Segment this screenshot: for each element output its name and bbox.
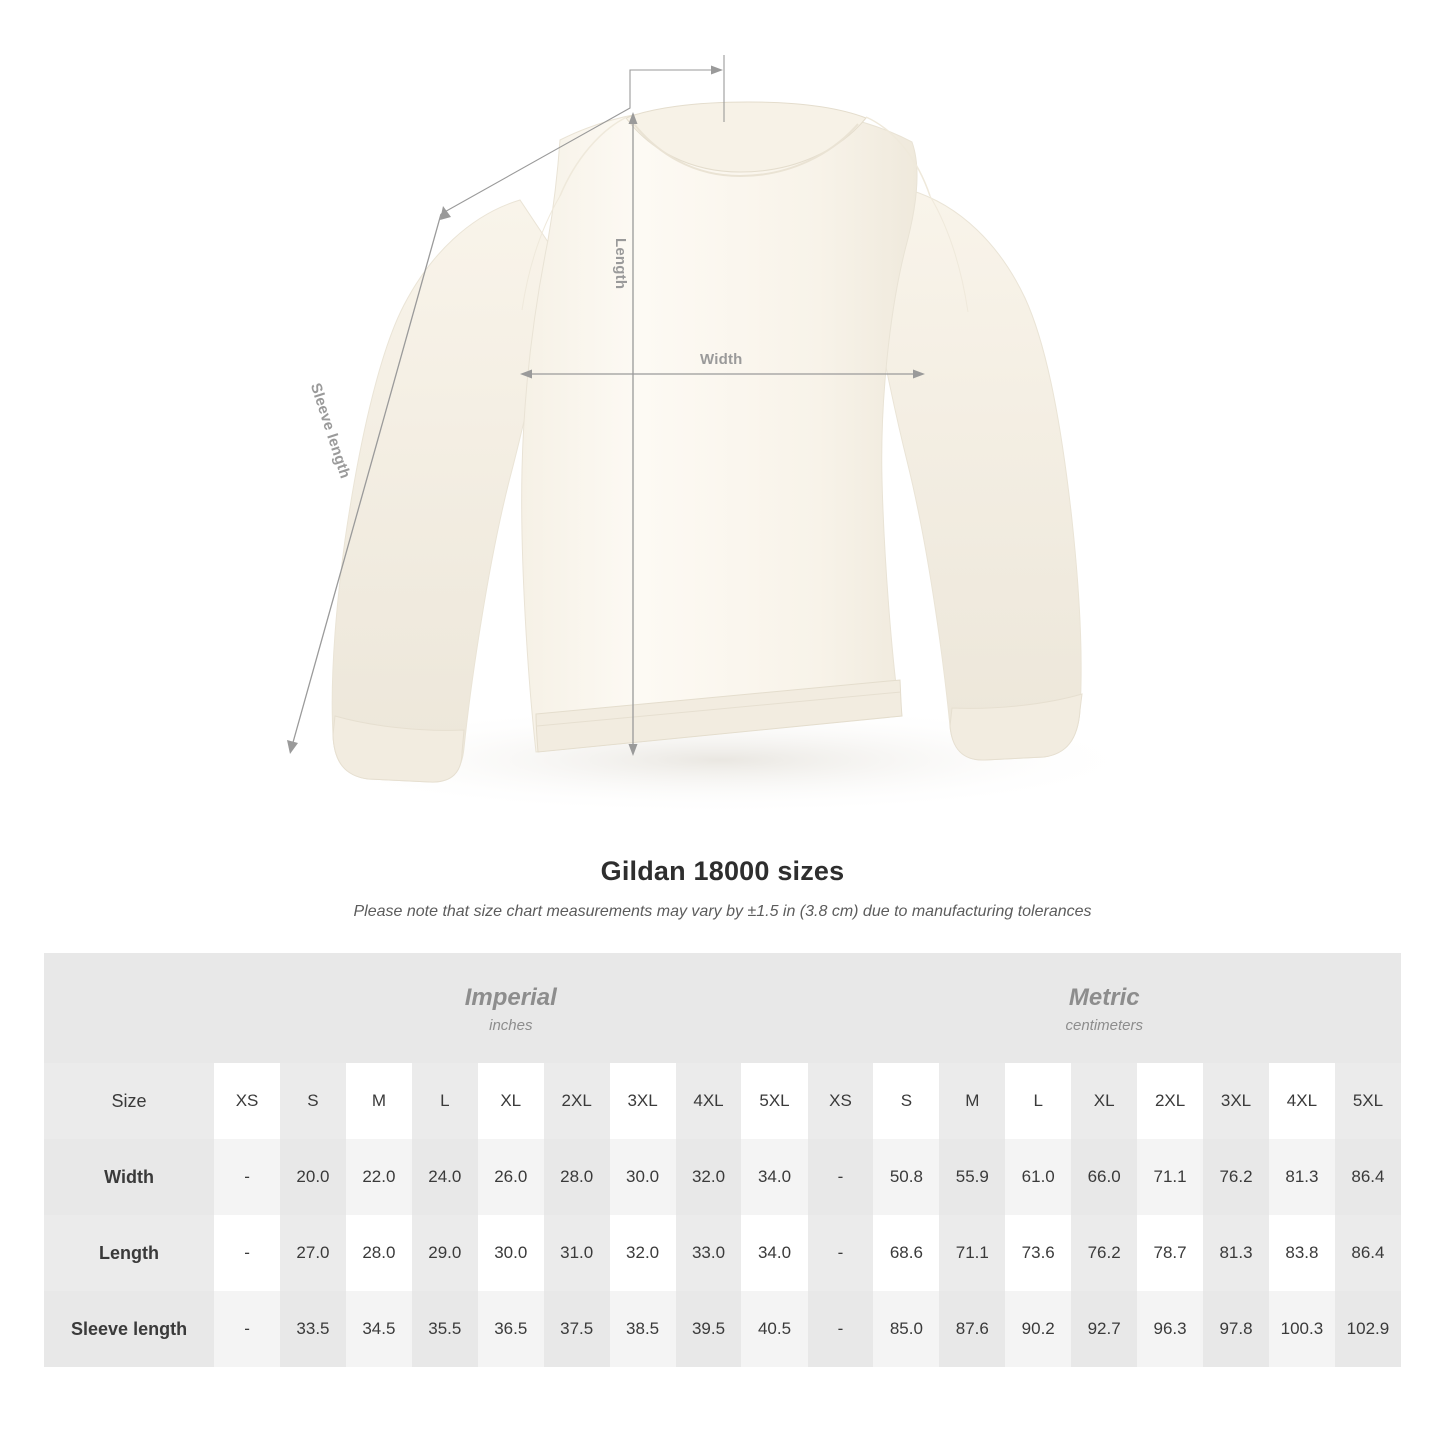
unit-header-cell — [808, 953, 1402, 1063]
unit-subtitle: centimeters — [1065, 1016, 1144, 1034]
measurement-cell: 61.0 — [1005, 1139, 1071, 1215]
measurement-cell: 90.2 — [1005, 1291, 1071, 1367]
size-header-cell: XL — [478, 1063, 544, 1139]
measurement-cell: 34.0 — [741, 1215, 807, 1291]
measurement-cell: 86.4 — [1335, 1139, 1401, 1215]
measurement-cell: - — [214, 1139, 280, 1215]
measurement-cell: - — [808, 1291, 874, 1367]
page-title: Gildan 18000 sizes — [600, 856, 845, 886]
sleeve-length-dimension-label: Sleeve length — [306, 381, 354, 481]
measurement-cell: - — [808, 1139, 874, 1215]
unit-header-row — [44, 953, 1401, 1063]
measurement-cell: 32.0 — [610, 1215, 676, 1291]
table-row — [44, 1139, 1401, 1215]
size-header-cell: 2XL — [544, 1063, 610, 1139]
measurement-cell: 66.0 — [1071, 1139, 1137, 1215]
measurement-cell: 40.5 — [741, 1291, 807, 1367]
size-chart-table-wrap — [44, 953, 1401, 1367]
measurement-cell: 71.1 — [1137, 1139, 1203, 1215]
size-header-cell: L — [1005, 1063, 1071, 1139]
measurement-cell: 33.5 — [280, 1291, 346, 1367]
measurement-cell: 24.0 — [412, 1139, 478, 1215]
size-header-cell: XS — [808, 1063, 874, 1139]
measurement-cell: 78.7 — [1137, 1215, 1203, 1291]
measurement-cell: 28.0 — [346, 1215, 412, 1291]
measurement-cell: 81.3 — [1269, 1139, 1335, 1215]
measurement-cell: 33.0 — [676, 1215, 742, 1291]
size-header-cell: M — [939, 1063, 1005, 1139]
measurement-cell: - — [214, 1215, 280, 1291]
measurement-cell: 87.6 — [939, 1291, 1005, 1367]
measurement-cell: 22.0 — [346, 1139, 412, 1215]
measurement-cell: 36.5 — [478, 1291, 544, 1367]
measurement-cell: 50.8 — [873, 1139, 939, 1215]
measurement-cell: 96.3 — [1137, 1291, 1203, 1367]
measurement-cell: 71.1 — [939, 1215, 1005, 1291]
measurement-cell: - — [808, 1215, 874, 1291]
tolerance-note: Please note that size chart measurements may vary by ±1.5 in (3.8 cm) due to manufacturing tolerances — [353, 903, 1092, 920]
size-header-cell: S — [873, 1063, 939, 1139]
measurement-cell: 97.8 — [1203, 1291, 1269, 1367]
measurement-row-label: Width — [44, 1139, 214, 1215]
measurement-cell: 31.0 — [544, 1215, 610, 1291]
size-header-cell: XL — [1071, 1063, 1137, 1139]
unit-name: Metric — [1068, 983, 1140, 1011]
unit-subtitle: inches — [489, 1016, 533, 1034]
measurement-cell: - — [214, 1291, 280, 1367]
measurement-cell: 76.2 — [1071, 1215, 1137, 1291]
measurement-cell: 37.5 — [544, 1291, 610, 1367]
measurement-cell: 55.9 — [939, 1139, 1005, 1215]
measurement-cell: 27.0 — [280, 1215, 346, 1291]
size-header-cell: XS — [214, 1063, 280, 1139]
measurement-cell: 30.0 — [478, 1215, 544, 1291]
measurement-cell: 35.5 — [412, 1291, 478, 1367]
measurement-cell: 30.0 — [610, 1139, 676, 1215]
measurement-cell: 20.0 — [280, 1139, 346, 1215]
measurement-cell: 92.7 — [1071, 1291, 1137, 1367]
size-header-cell: 3XL — [1203, 1063, 1269, 1139]
measurement-cell: 76.2 — [1203, 1139, 1269, 1215]
title-block — [0, 856, 1445, 921]
size-column-header: Size — [44, 1063, 214, 1139]
unit-header-spacer — [44, 953, 214, 1063]
measurement-cell: 100.3 — [1269, 1291, 1335, 1367]
measurement-cell: 68.6 — [873, 1215, 939, 1291]
measurement-cell: 38.5 — [610, 1291, 676, 1367]
size-header-cell: 5XL — [741, 1063, 807, 1139]
size-header-cell: 3XL — [610, 1063, 676, 1139]
measurement-cell: 83.8 — [1269, 1215, 1335, 1291]
measurement-cell: 34.0 — [741, 1139, 807, 1215]
size-header-row — [44, 1063, 1401, 1139]
width-dimension-label: Width — [700, 351, 743, 368]
measurement-cell: 102.9 — [1335, 1291, 1401, 1367]
table-row — [44, 1215, 1401, 1291]
measurement-row-label: Length — [44, 1215, 214, 1291]
unit-name: Imperial — [464, 983, 557, 1011]
size-header-cell: 4XL — [1269, 1063, 1335, 1139]
measurement-cell: 32.0 — [676, 1139, 742, 1215]
unit-header-cell — [214, 953, 807, 1063]
size-header-cell: S — [280, 1063, 346, 1139]
measurement-cell: 73.6 — [1005, 1215, 1071, 1291]
size-header-cell: M — [346, 1063, 412, 1139]
size-header-cell: 4XL — [676, 1063, 742, 1139]
measurement-cell: 39.5 — [676, 1291, 742, 1367]
size-header-cell: L — [412, 1063, 478, 1139]
table-row — [44, 1291, 1401, 1367]
measurement-cell: 86.4 — [1335, 1215, 1401, 1291]
length-dimension-label: Length — [612, 238, 629, 290]
size-header-cell: 2XL — [1137, 1063, 1203, 1139]
measurement-cell: 28.0 — [544, 1139, 610, 1215]
measurement-row-label: Sleeve length — [44, 1291, 214, 1367]
measurement-cell: 81.3 — [1203, 1215, 1269, 1291]
measurement-cell: 34.5 — [346, 1291, 412, 1367]
size-header-cell: 5XL — [1335, 1063, 1401, 1139]
measurement-cell: 29.0 — [412, 1215, 478, 1291]
measurement-cell: 26.0 — [478, 1139, 544, 1215]
measurement-cell: 85.0 — [873, 1291, 939, 1367]
size-chart-table — [44, 953, 1401, 1367]
